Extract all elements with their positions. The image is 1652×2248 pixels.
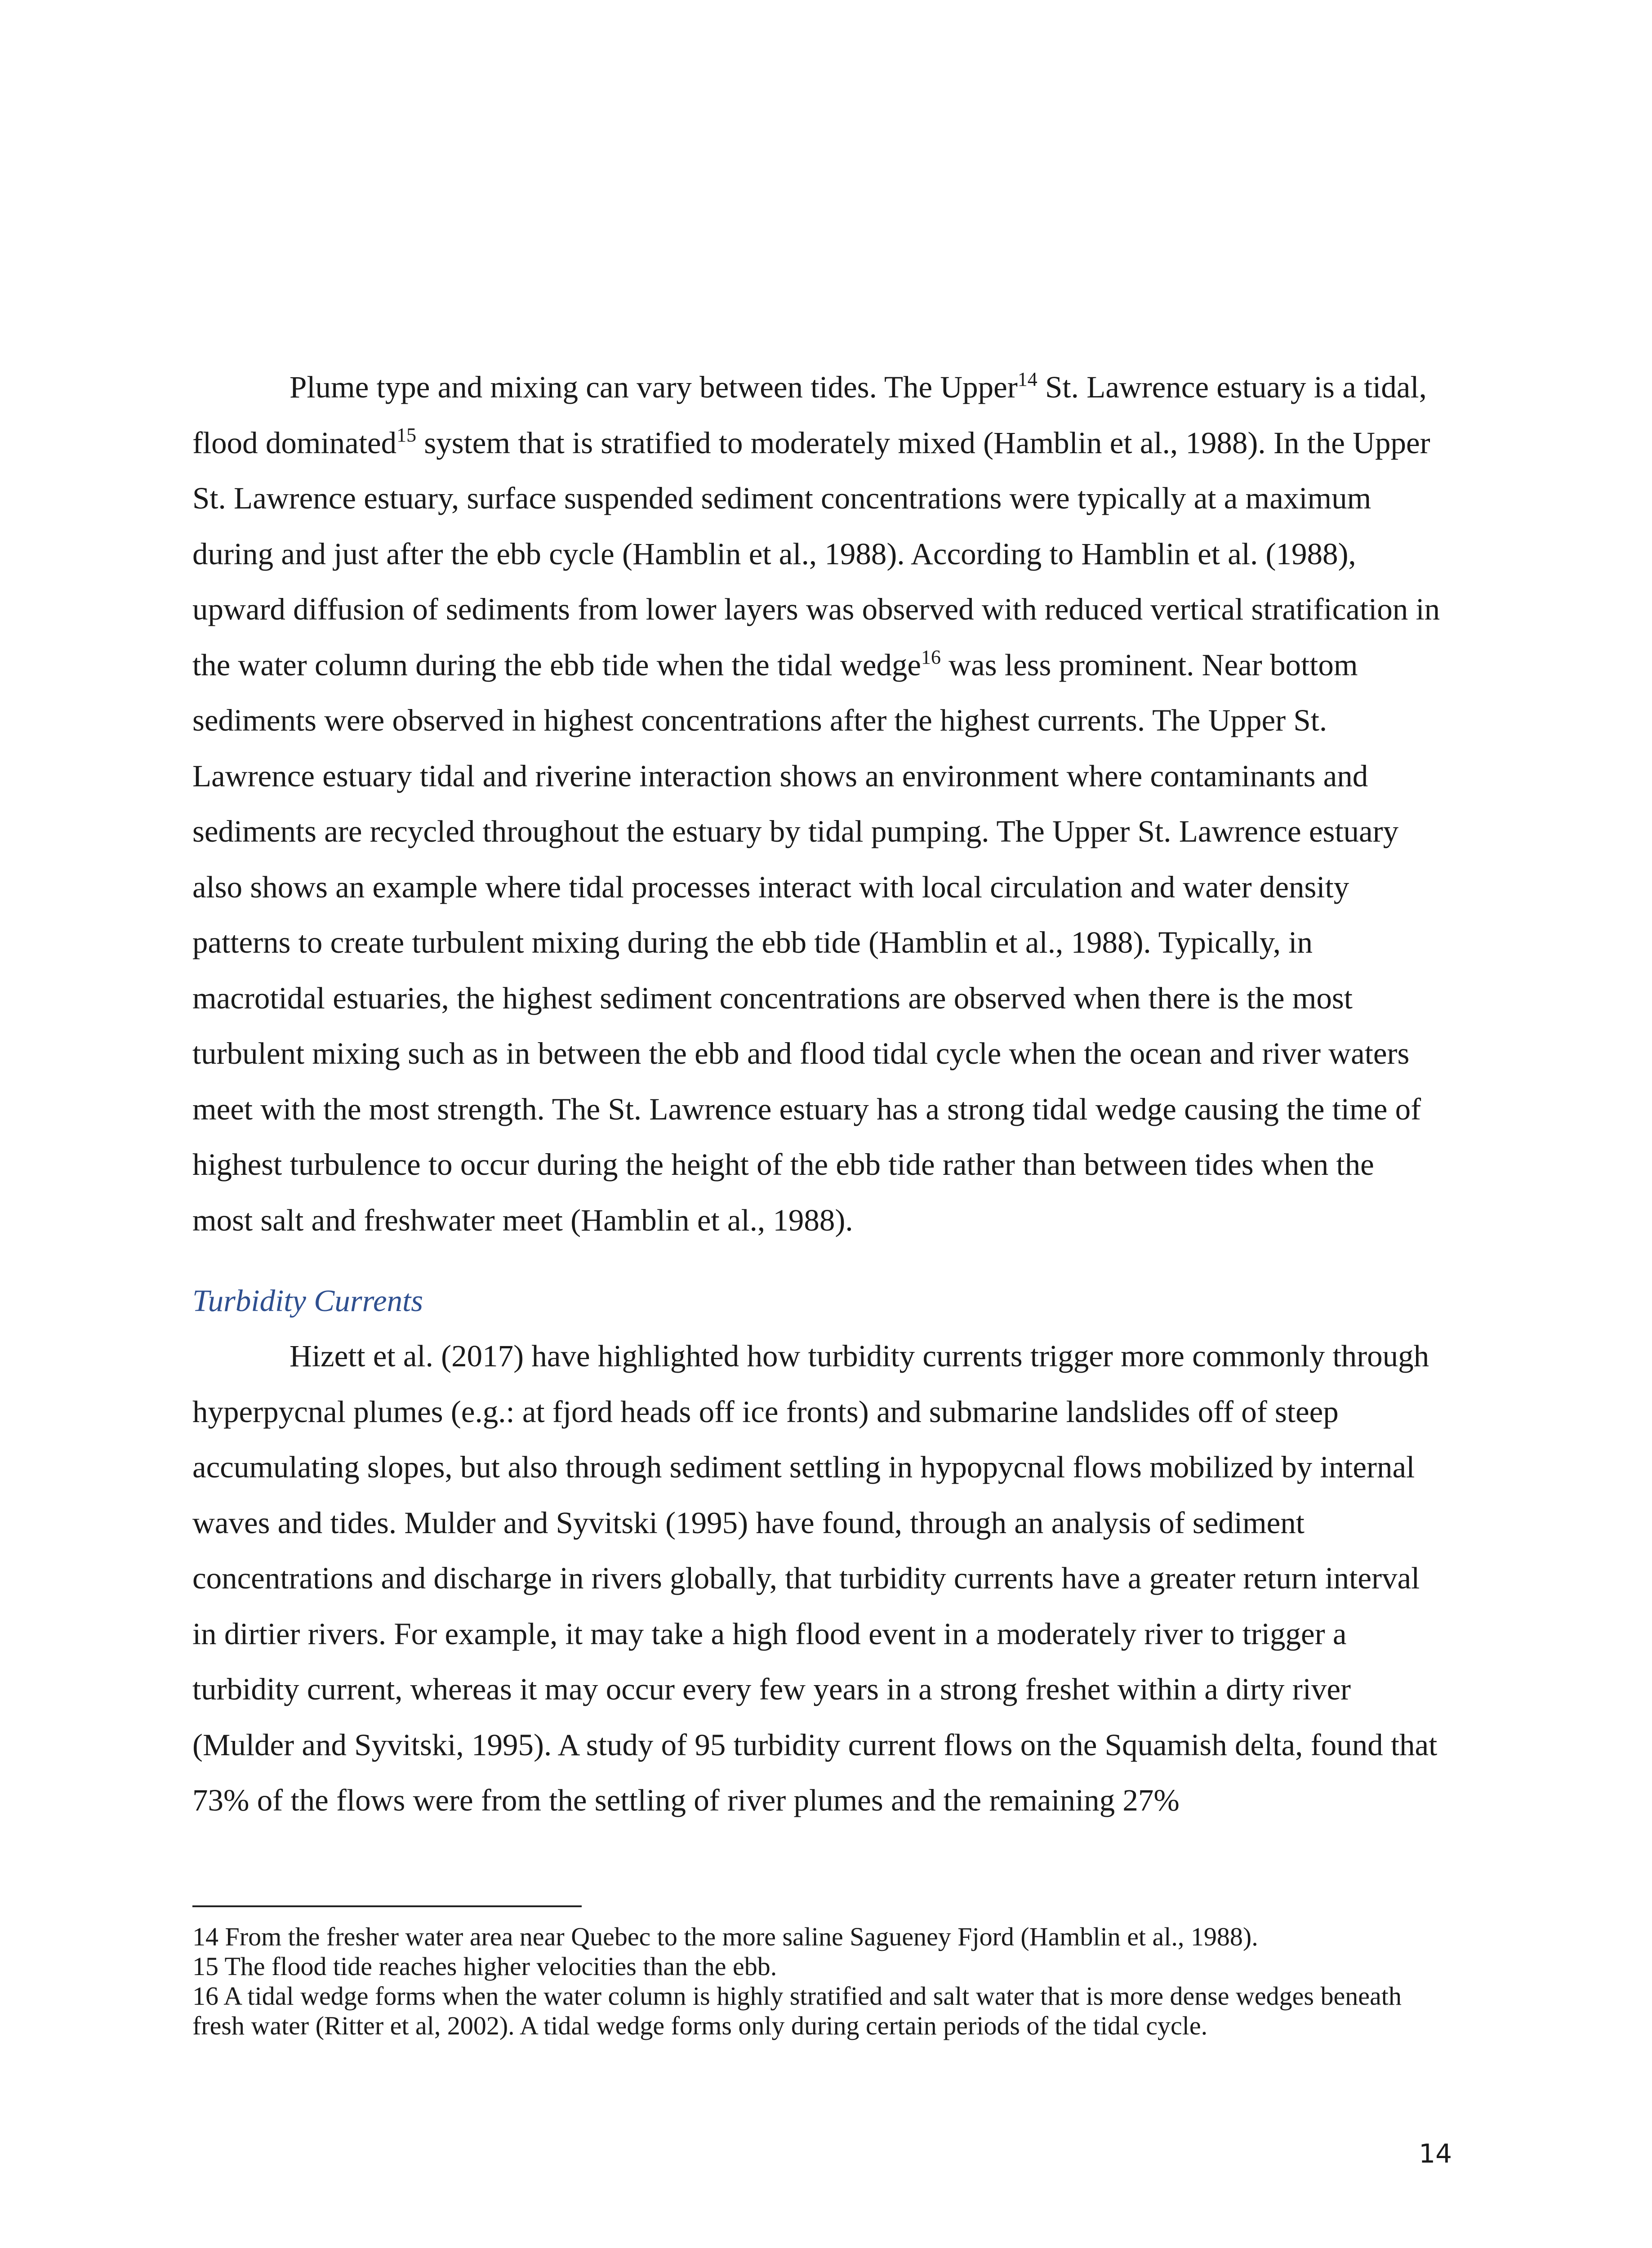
footnote-ref-14[interactable]: 14 [1017, 368, 1038, 390]
body-paragraph-1 [192, 360, 1442, 1248]
footnote-ref-15[interactable]: 15 [396, 424, 417, 446]
footnotes [192, 1922, 1442, 2041]
paragraph-segment: system that is stratified to moderately mixed (Hamblin et al., 1988). In the Upper St. Lawrence estuary, surface suspended sediment concentrations were typically at a maximum during and just after the ebb cycle (Hamblin et al., 1988). According to Hamblin et al. (1988), upward diffusion of sediments from lower layers was observed with reduced vertical stratification in the water column during the ebb tide when the tidal wedge [192, 425, 1440, 682]
footnote-separator [192, 1905, 582, 1907]
footnote-14: 14 From the fresher water area near Quebec to the more saline Sagueney Fjord (Hamblin et al., 1988). [192, 1922, 1258, 1951]
footnote-16: 16 A tidal wedge forms when the water column is highly stratified and salt water that is more dense wedges beneath fresh water (Ritter et al, 2002). A tidal wedge forms only during certain periods of the tidal cycle. [192, 1981, 1402, 2040]
paragraph-segment: Plume type and mixing can vary between tides. The Upper [289, 370, 1018, 404]
page-number: 14 [1419, 2138, 1452, 2169]
paragraph-text [192, 360, 1442, 1248]
paragraph-text: Hizett et al. (2017) have highlighted how turbidity currents trigger more commonly through hyperpycnal plumes (e.g.: at fjord heads off ice fronts) and submarine landslides off of steep accumulating slopes, but also through sediment settling in hypopycnal flows mobilized by internal waves and tides. Mulder and Syvitski (1995) have found, through an analysis of sediment concentrations and discharge in rivers globally, that turbidity currents have a greater return interval in dirtier rivers. For example, it may take a high flood event in a moderately river to trigger a turbidity current, whereas it may occur every few years in a strong freshet within a dirty river (Mulder and Syvitski, 1995). A study of 95 turbidity current flows on the Squamish delta, found that 73% of the flows were from the settling of river plumes and the remaining 27% [192, 1339, 1438, 1817]
body-paragraph-2 [192, 1329, 1442, 1829]
footnote-15: 15 The flood tide reaches higher velocities than the ebb. [192, 1952, 777, 1981]
paragraph-segment: St. Lawrence estuary is a tidal, flood dominated [192, 370, 1427, 460]
paragraph-segment: was less prominent. Near bottom sediments were observed in highest concentrations after the highest currents. The Upper St. Lawrence estuary tidal and riverine interaction shows an environment where contaminants and sediments are recycled throughout the estuary by tidal pumping. The Upper St. Lawrence estuary also shows an example where tidal processes interact with local circulation and water density patterns to create turbulent mixing during the ebb tide (Hamblin et al., 1988). Typically, in macrotidal estuaries, the highest sediment concentrations are observed when there is the most turbulent mixing such as in between the ebb and flood tidal cycle when the ocean and river waters meet with the most strength. The St. Lawrence estuary has a strong tidal wedge causing the time of highest turbulence to occur during the height of the ebb tide rather than between tides when the most salt and freshwater meet (Hamblin et al., 1988). [192, 647, 1421, 1237]
footnote-ref-16[interactable]: 16 [921, 646, 941, 668]
section-heading: Turbidity Currents [192, 1284, 423, 1318]
